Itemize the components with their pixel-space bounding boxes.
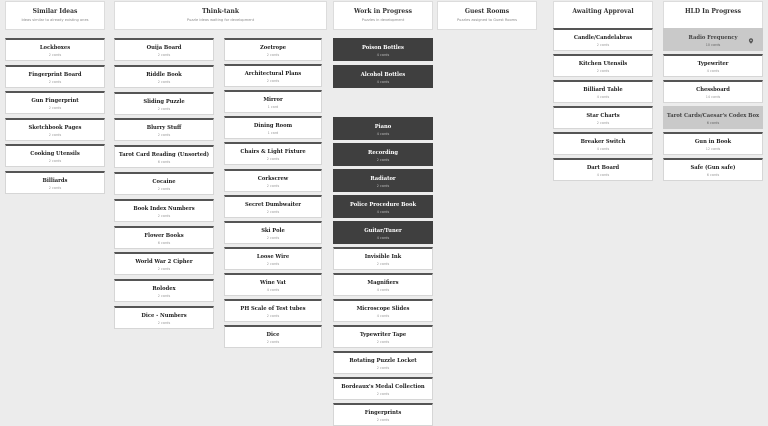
card-count: 4 cards [376,236,390,240]
card-count: 2 cards [376,158,390,162]
card[interactable] [224,325,322,348]
card[interactable] [333,221,433,244]
card[interactable] [5,171,105,194]
card-count: 2 cards [48,185,62,190]
card[interactable] [333,117,433,140]
card-count: 4 cards [596,147,610,151]
card-count: 2 cards [157,321,171,325]
card-count: 2 cards [48,79,62,84]
card-count: 2 cards [376,262,390,266]
card-title: Fingerprints [364,410,402,416]
card-count: 2 cards [266,157,280,162]
card-title: Fingerprint Board [28,71,82,78]
card[interactable] [224,247,322,270]
card-count: 2 cards [157,187,171,191]
card-count: 2 cards [266,314,280,318]
card-title: Book Index Numbers [133,205,195,212]
card[interactable] [663,132,763,155]
card-title: Kitchen Utensils [578,61,628,67]
column-subtitle: Puzzles assigned to Guest Rooms [456,18,518,22]
card-count: 2 cards [376,418,390,422]
card-title: Typewriter [697,61,729,67]
card[interactable] [663,80,763,103]
card[interactable] [663,106,763,129]
card-title: Gun Fingerprint [31,98,79,104]
card-title: Sketchbook Pages [28,124,82,131]
card-title: Safe (Gun safe) [690,165,736,171]
card[interactable] [114,306,214,329]
card[interactable] [5,91,105,114]
card-title: Breaker Switch [580,139,626,145]
card-title: Sliding Puzzle [143,98,185,105]
map-pin-icon[interactable] [748,38,754,44]
card-count: 4 cards [376,132,390,136]
card[interactable] [224,221,322,244]
card-count: 6 cards [157,160,171,165]
card-title: Rolodex [152,286,176,293]
card[interactable] [114,92,214,115]
card-count: 6 cards [706,173,720,177]
card-title: Cooking Utensils [30,151,80,157]
card-title: Dining Room [253,123,293,130]
card-count: 4 cards [376,314,390,318]
card-count: 2 cards [157,79,171,84]
column-header-awaiting-approval[interactable] [553,1,653,30]
card-title: Guitar/Tuner [364,228,402,234]
card-title: Police Procedure Book [349,202,417,208]
card-title: Billiards [42,177,68,184]
card-title: Blurry Stuff [146,125,182,132]
card-count: 2 cards [376,366,390,370]
card[interactable] [114,38,214,61]
card[interactable] [114,199,214,222]
card[interactable] [333,273,433,296]
card-title: PH Scale of Test tubes [240,306,306,312]
column-title: Work in Progress [354,8,412,15]
card-title: Architectural Plans [244,71,302,78]
card[interactable] [333,299,433,322]
card[interactable] [224,38,322,61]
card-title: World War 2 Cipher [135,259,193,266]
card-title: Star Charts [586,113,620,119]
card[interactable] [224,90,322,113]
card[interactable] [224,116,322,139]
card[interactable] [333,247,433,270]
card[interactable] [114,279,214,302]
card[interactable] [333,195,433,218]
card-count: 12 cards [705,147,721,151]
card-title: Candle/Candelabras [573,35,633,41]
card-count: 1 card [267,131,279,136]
card[interactable] [333,38,433,61]
card[interactable] [5,144,105,167]
card[interactable] [333,143,433,166]
card-count: 2 cards [48,132,62,137]
card[interactable] [5,38,105,61]
card[interactable] [5,65,105,88]
card[interactable] [224,299,322,322]
card-count: 4 cards [266,287,280,292]
card-count: 2 cards [266,183,280,188]
card-title: Alcohol Bottles [360,71,406,78]
card-count: 2 cards [376,340,390,344]
card-count: 2 cards [48,106,62,110]
card-count: 2 cards [266,53,280,57]
card-title: Secret Dumbwaiter [244,201,302,208]
card-count: 2 cards [157,106,171,111]
card-count: 2 cards [596,69,610,73]
card-title: Dice [266,332,280,339]
card-title: Rotating Puzzle Locket [349,358,417,364]
card[interactable] [114,252,214,275]
card-title: Magnifiers [367,280,399,286]
card-count: 6 cards [157,240,171,245]
card[interactable] [224,273,322,296]
card-title: Chairs & Light Fixture [240,149,306,156]
column-title: Similar Ideas [32,8,78,15]
card-title: Typewriter Tape [359,332,407,338]
card-title: Loose Wire [256,253,290,260]
card[interactable] [114,65,214,88]
card-count: 2 cards [266,209,280,214]
card-title: Dice - Numbers [141,313,187,319]
card-count: 2 cards [596,121,610,125]
column-title: HLD In Progress [684,8,742,15]
card[interactable] [224,169,322,192]
column-header-similar-ideas[interactable] [5,1,105,30]
card-count: 2 cards [157,267,171,272]
card[interactable] [333,65,433,88]
card-count: 2 cards [376,184,390,188]
card-count: 4 cards [706,69,720,73]
card-count: 4 cards [376,288,390,292]
card[interactable] [333,351,433,374]
card[interactable] [553,54,653,77]
card-count: 10 cards [705,43,721,47]
card[interactable] [224,195,322,218]
card[interactable] [224,142,322,165]
card[interactable] [553,158,653,181]
card-count: 2 cards [48,159,62,163]
card[interactable] [114,118,214,141]
card-count: 2 cards [266,235,280,240]
card[interactable] [553,80,653,103]
card-count: 2 cards [266,261,280,266]
card-title: Lockboxes [39,45,71,51]
column-header-hld-in-progress[interactable] [663,1,763,30]
card-count: 1 card [267,105,279,110]
card-count: 4 cards [376,53,390,57]
card[interactable] [224,64,322,87]
card-count: 14 cards [705,95,721,99]
card-title: Wine Vat [260,279,286,286]
card[interactable] [553,132,653,155]
card-count: 4 cards [376,79,390,84]
card-count: 2 cards [157,53,171,57]
card-title: Poison Bottles [362,45,404,51]
column-title: Awaiting Approval [572,8,634,15]
column-header-guest-rooms[interactable] [437,1,537,30]
card[interactable] [333,377,433,400]
card[interactable] [553,106,653,129]
card-title: Radio Frequency [688,35,738,41]
card-title: Ouija Board [146,45,182,51]
card-count: 2 cards [596,43,610,47]
card-title: Invisible Ink [364,254,402,260]
card[interactable] [333,325,433,348]
card-count: 2 cards [157,213,171,218]
card[interactable] [553,28,653,51]
column-header-work-in-progress[interactable] [333,1,433,30]
column-subtitle: Puzzle ideas waiting for development [186,18,255,22]
card-count: 4 cards [596,173,610,177]
card[interactable] [114,172,214,195]
card-title: Dart Board [586,165,620,171]
card-title: Chessboard [696,87,730,93]
column-subtitle: Puzzles in development [361,18,405,22]
card-count: 2 cards [48,53,62,57]
card-count: 2 cards [266,340,280,345]
column-header-think-tank[interactable] [114,1,327,30]
card[interactable] [663,158,763,181]
card-title: Billiard Table [583,87,623,93]
card-title: Mirror [263,97,283,104]
card-title: Piano [374,124,392,130]
card[interactable] [114,145,214,168]
card-title: Ski Pole [261,227,285,234]
card-title: Bordeaux's Medal Collection [341,384,425,390]
card-title: Recording [368,150,398,156]
card-count: 4 cards [376,210,390,214]
card-title: Tarot Card Reading (Unsorted) [118,152,210,159]
card[interactable] [5,118,105,141]
card-count: 2 cards [376,392,390,396]
column-title: Guest Rooms [464,8,510,15]
card-title: Tarot Cards/Caesar's Codex Box [666,113,760,119]
card-title: Gun in Book [694,139,732,145]
card[interactable] [333,169,433,192]
column-subtitle: Ideas similar to already existing ones [21,18,89,22]
card[interactable] [663,54,763,77]
column-title: Think-tank [201,8,240,15]
card[interactable] [114,226,214,249]
card[interactable] [333,403,433,426]
card-title: Zoetrope [259,45,287,51]
card-title: Radiator [370,176,396,182]
card-count: 4 cards [596,95,610,99]
card-count: 2 cards [266,79,280,84]
card-count: 6 cards [706,121,720,125]
card[interactable] [663,28,763,51]
card-title: Flower Books [144,232,184,239]
card-count: 2 cards [157,294,171,299]
card-title: Microscope Slides [356,306,410,312]
card-count: 2 cards [157,133,171,138]
card-title: Corkscrew [257,175,289,182]
card-title: Riddle Book [146,71,182,78]
card-title: Cocaine [152,179,176,185]
